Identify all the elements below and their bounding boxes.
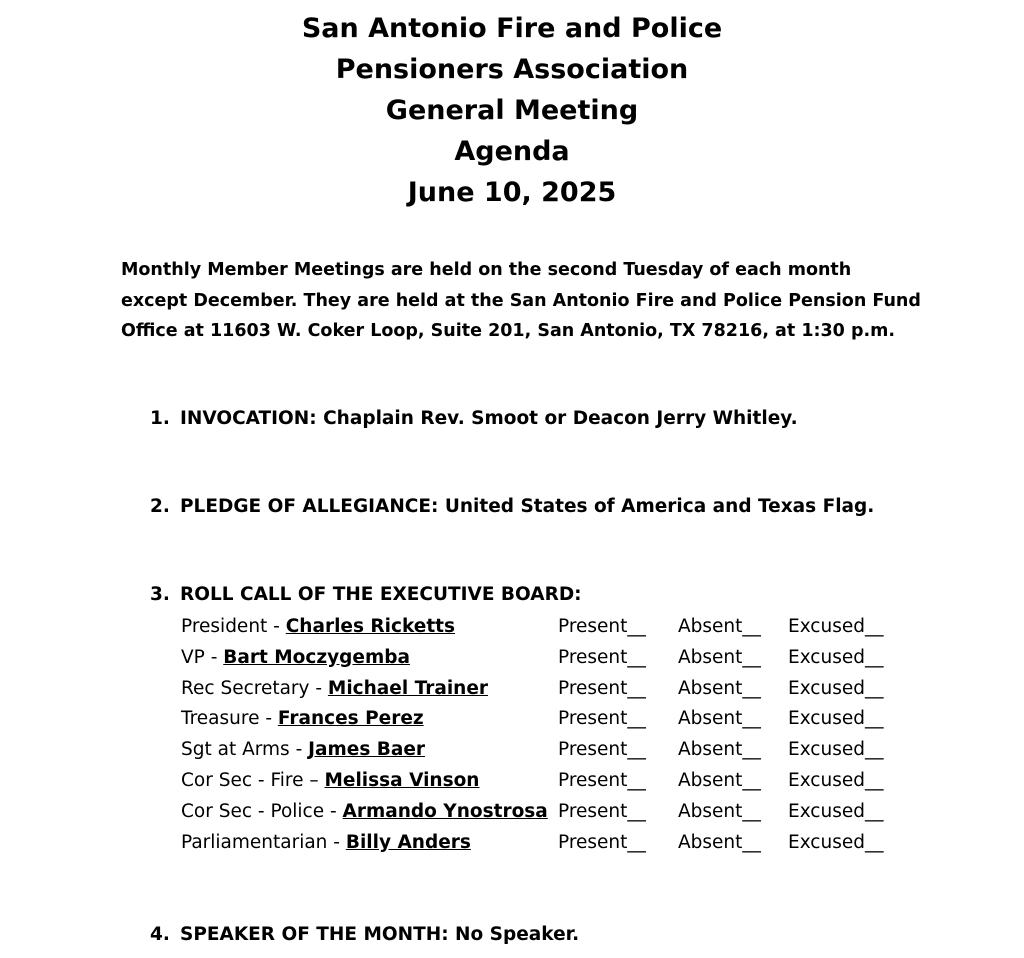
board-member-name: Charles Ricketts	[285, 616, 456, 637]
absent-field: Absent__	[678, 616, 761, 637]
agenda-item-roll-call	[150, 580, 582, 610]
absent-field: Absent__	[678, 646, 761, 668]
roll-call-row	[181, 643, 884, 674]
agenda-item-text: INVOCATION: Chaplain Rev. Smoot or Deacon Jerry Whitley.	[180, 408, 798, 429]
absent-field: Absent__	[678, 831, 761, 853]
present-field: Present__	[558, 800, 646, 822]
excused-field: Excused__	[788, 831, 884, 853]
excused-field: Excused__	[788, 708, 884, 730]
absent-field: Absent__	[678, 708, 761, 730]
excused-field: Excused__	[788, 677, 884, 699]
excused-field: Excused__	[788, 646, 884, 668]
agenda-item-speaker	[150, 920, 579, 950]
title-date: June 10, 2025	[407, 177, 617, 208]
board-member-name: Melissa Vinson	[324, 769, 480, 791]
board-member-name: Billy Anders	[345, 831, 471, 853]
excused-field: Excused__	[788, 739, 884, 761]
meeting-info-paragraph: Monthly Member Meetings are held on the second Tuesday of each month except December. They are held at the San Antonio Fire and Police Pension Fund Office at 11603 W. Coker Loop, Suite 201, San Antonio, TX 78216, at 1:30 p.m.	[121, 260, 921, 341]
present-field: Present__	[558, 616, 646, 637]
board-role: Cor Sec - Fire –	[181, 769, 325, 791]
board-role: President -	[181, 616, 286, 637]
present-field: Present__	[558, 708, 646, 730]
agenda-item-number: 2.	[150, 496, 170, 517]
title-meeting-type: General Meeting	[385, 95, 639, 126]
board-role: Rec Secretary -	[181, 677, 328, 699]
absent-field: Absent__	[678, 677, 761, 699]
title-agenda: Agenda	[454, 136, 570, 167]
roll-call-row	[181, 612, 884, 643]
agenda-item-text: SPEAKER OF THE MONTH: No Speaker.	[180, 924, 580, 945]
board-member-name: James Baer	[308, 739, 426, 761]
board-role: Treasure -	[181, 708, 278, 730]
board-role: Sgt at Arms -	[181, 739, 309, 761]
title-org-line-2: Pensioners Association	[335, 54, 689, 85]
board-member-name: Bart Moczygemba	[223, 646, 410, 668]
excused-field: Excused__	[788, 616, 884, 637]
agenda-item-number: 4.	[150, 924, 170, 945]
roll-call-row	[181, 735, 884, 766]
board-role: Parliamentarian -	[181, 831, 346, 853]
roll-call-row	[181, 828, 884, 859]
present-field: Present__	[558, 677, 646, 699]
board-role: Cor Sec - Police -	[181, 800, 343, 822]
agenda-item-invocation	[150, 404, 798, 434]
present-field: Present__	[558, 739, 646, 761]
absent-field: Absent__	[678, 739, 761, 761]
agenda-item-number: 1.	[150, 408, 170, 429]
roll-call-row	[181, 674, 884, 705]
roll-call-row	[181, 766, 884, 797]
agenda-item-pledge	[150, 492, 874, 522]
excused-field: Excused__	[788, 800, 884, 822]
title-org-line-1: San Antonio Fire and Police	[301, 13, 723, 44]
board-role: VP -	[181, 646, 224, 668]
excused-field: Excused__	[788, 769, 884, 791]
agenda-item-text: PLEDGE OF ALLEGIANCE: United States of America and Texas Flag.	[180, 496, 875, 517]
board-member-name: Armando Ynostrosa	[342, 800, 548, 822]
absent-field: Absent__	[678, 800, 761, 822]
present-field: Present__	[558, 831, 646, 853]
roll-call-list	[181, 612, 884, 858]
document-title	[0, 8, 1024, 213]
agenda-item-text: ROLL CALL OF THE EXECUTIVE BOARD:	[180, 584, 582, 605]
present-field: Present__	[558, 769, 646, 791]
absent-field: Absent__	[678, 769, 761, 791]
present-field: Present__	[558, 646, 646, 668]
roll-call-row	[181, 704, 884, 735]
agenda-item-number: 3.	[150, 584, 170, 605]
board-member-name: Frances Perez	[277, 708, 424, 730]
roll-call-row	[181, 797, 884, 828]
board-member-name: Michael Trainer	[327, 677, 488, 699]
